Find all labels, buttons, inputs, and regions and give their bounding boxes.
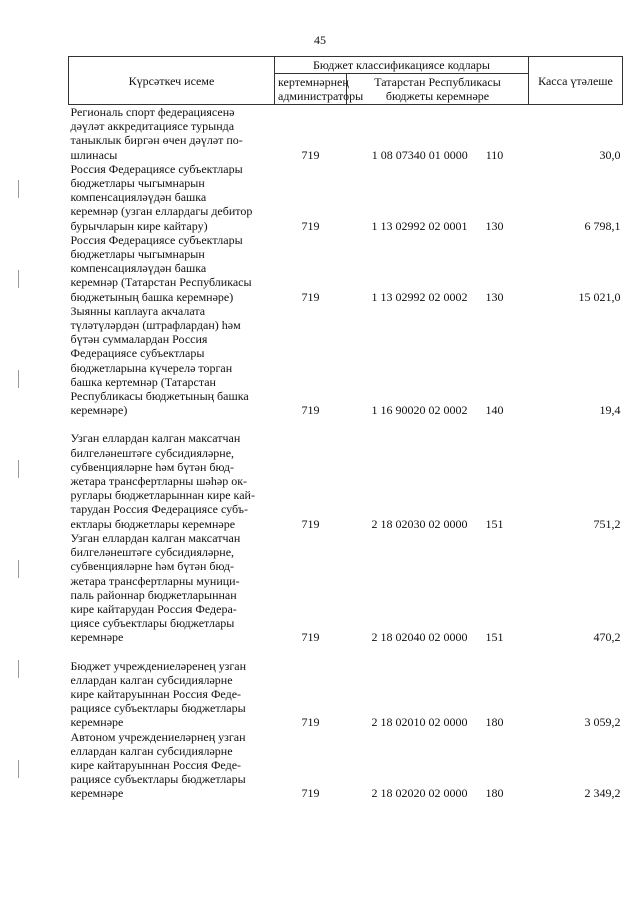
indicator-name-line: кире кайтарудан Россия Федера- [70, 601, 237, 616]
indicator-name [69, 659, 275, 730]
indicator-name-line: циясе субъектлары бюджетлары [70, 616, 235, 631]
indicator-name-line: еллардан калган субсидияләрне [70, 672, 233, 687]
table-header [69, 57, 623, 105]
margin-marks [18, 160, 20, 800]
revenue-code-cell [347, 105, 529, 162]
indicator-name-line: компенсацияләүдән башка [70, 261, 207, 276]
indicator-name [69, 105, 275, 162]
indicator-name-line: Россия Федерациясе субъектлары [70, 161, 243, 176]
indicator-name-line: бюджетының башка керемнәре) [70, 289, 234, 304]
indicator-name-line: кире кайтаруыннан Россия Феде- [70, 686, 242, 701]
revenue-type-code: 180 [485, 715, 504, 730]
cash-execution: 15 021,0 [578, 289, 621, 304]
revenue-code: 2 18 02030 02 0000 [371, 516, 468, 531]
indicator-name-line: керемнәре [70, 630, 124, 645]
revenue-type-code: 151 [485, 516, 504, 531]
indicator-name-line: дәүләт аккредитациясе турында [70, 119, 235, 134]
indicator-name-line: Зыянны каплауга акчалата [70, 303, 206, 318]
revenue-code-cell [347, 162, 529, 233]
indicator-name-line: бурычларын кире кайтару) [70, 218, 208, 233]
revenue-code-cell [347, 531, 529, 645]
indicator-name-line: Бюджет учреждениеләренең узган [70, 658, 247, 673]
revenue-type-code: 130 [485, 218, 504, 233]
indicator-name-line: бюджетлары чыгымнарын [70, 247, 205, 262]
indicator-name-line: билгеләнештәге субсидияләрне, [70, 545, 235, 560]
table-body [69, 105, 623, 801]
indicator-name-line: субвенцияләрне һәм бүтән бюд- [70, 459, 234, 474]
indicator-name-line: еллардан калган субсидияләрне [70, 743, 233, 758]
revenue-code-cell [347, 304, 529, 418]
revenue-code-cell [347, 431, 529, 530]
admin-code: 719 [301, 289, 320, 304]
admin-code: 719 [301, 630, 320, 645]
revenue-code: 1 13 02992 02 0001 [371, 218, 468, 233]
header-name: Күрсәткеч исеме [69, 57, 275, 105]
revenue-type-code: 130 [485, 289, 504, 304]
indicator-name-line: шлинасы [70, 147, 118, 162]
indicator-name-line: керемнәр (узган еллардагы дебитор [70, 204, 253, 219]
header-revenue: Татарстан Республикасы бюджеты керемнәре [347, 74, 529, 105]
indicator-name-line: кире кайтаруыннан Россия Феде- [70, 757, 242, 772]
indicator-name-line: керемнәре [70, 715, 124, 730]
revenue-code-cell [347, 233, 529, 304]
revenue-code-cell [347, 659, 529, 730]
indicator-name-line: бүтән суммалардан Россия [70, 332, 208, 347]
revenue-code-cell [347, 730, 529, 801]
admin-code: 719 [301, 218, 320, 233]
cash-execution: 470,2 [593, 630, 621, 645]
cash-execution: 3 059,2 [584, 715, 621, 730]
indicator-name-line: жетара трансфертларны шәһәр ок- [70, 474, 248, 489]
table-row [69, 233, 623, 304]
indicator-name-line: компенсацияләүдән башка [70, 190, 207, 205]
header-sum: Касса үтәлеше [529, 57, 623, 105]
indicator-name [69, 531, 275, 645]
cash-execution: 751,2 [593, 516, 621, 531]
indicator-name [69, 431, 275, 530]
indicator-name [69, 730, 275, 801]
admin-code: 719 [301, 147, 320, 162]
indicator-name [69, 162, 275, 233]
indicator-name-line: таныклык биргән өчен дәүләт по- [70, 133, 243, 148]
budget-table [68, 56, 623, 801]
table-row [69, 105, 623, 162]
cash-execution: 6 798,1 [584, 218, 621, 233]
indicator-name [69, 233, 275, 304]
indicator-name [69, 304, 275, 418]
revenue-code: 2 18 02020 02 0000 [371, 786, 468, 801]
cash-execution: 2 349,2 [584, 786, 621, 801]
indicator-name-line: бюджетларына күчерелә торган [70, 360, 233, 375]
indicator-name-line: керемнәре) [70, 403, 128, 418]
indicator-name-line: руглары бюджетларыннан кире кай- [70, 488, 255, 503]
indicator-name-line: жетара трансфертларны муници- [70, 573, 240, 588]
revenue-type-code: 151 [485, 630, 504, 645]
row-spacer [69, 645, 623, 659]
table-row [69, 162, 623, 233]
cash-execution: 30,0 [599, 147, 621, 162]
admin-code: 719 [301, 786, 320, 801]
indicator-name-line: Федерациясе субъектлары [70, 346, 205, 361]
revenue-code: 1 13 02992 02 0002 [371, 289, 468, 304]
indicator-name-line: Региональ спорт федерациясенә [70, 105, 235, 119]
table-row [69, 730, 623, 801]
table-row [69, 531, 623, 645]
indicator-name-line: түләтүләрдән (штрафлардан) һәм [70, 318, 241, 333]
revenue-type-code: 180 [485, 786, 504, 801]
revenue-code: 2 18 02040 02 0000 [371, 630, 468, 645]
admin-code: 719 [301, 715, 320, 730]
table-row [69, 431, 623, 530]
indicator-name-line: керемнәр (Татарстан Республикасы [70, 275, 252, 290]
indicator-name-line: Автоном учреждениеләрнең узган [70, 729, 246, 744]
header-codes: Бюджет классификациясе кодлары [275, 57, 529, 74]
indicator-name-line: Узган еллардан калган максатчан [70, 431, 241, 446]
indicator-name-line: рациясе субъектлары бюджетлары [70, 772, 246, 787]
indicator-name-line: Россия Федерациясе субъектлары [70, 232, 243, 247]
table-row [69, 659, 623, 730]
revenue-type-code: 140 [485, 403, 504, 418]
indicator-name-line: паль районнар бюджетларыннан [70, 587, 237, 602]
indicator-name-line: рациясе субъектлары бюджетлары [70, 701, 246, 716]
admin-code: 719 [301, 516, 320, 531]
indicator-name-line: башка кертемнәр (Татарстан [70, 374, 216, 389]
indicator-name-line: тарудан Россия Федерациясе субъ- [70, 502, 249, 517]
admin-code: 719 [301, 403, 320, 418]
indicator-name-line: бюджетлары чыгымнарын [70, 176, 205, 191]
page-number: 45 [314, 33, 326, 47]
indicator-name-line: ектлары бюджетлары керемнәре [70, 516, 236, 531]
indicator-name-line: субвенцияләрне һәм бүтән бюд- [70, 559, 234, 574]
revenue-code: 1 08 07340 01 0000 [371, 147, 468, 162]
table-row [69, 304, 623, 418]
cash-execution: 19,4 [599, 403, 621, 418]
indicator-name-line: билгеләнештәге субсидияләрне, [70, 445, 235, 460]
row-spacer [69, 417, 623, 431]
indicator-name-line: керемнәре [70, 786, 124, 801]
indicator-name-line: Республикасы бюджетының башка [70, 389, 249, 404]
indicator-name-line: Узган еллардан калган максатчан [70, 530, 241, 545]
revenue-code: 2 18 02010 02 0000 [371, 715, 468, 730]
revenue-code: 1 16 90020 02 0002 [371, 403, 468, 418]
header-admin: кертемнәрнең администраторы [275, 74, 347, 105]
revenue-type-code: 110 [485, 147, 504, 162]
